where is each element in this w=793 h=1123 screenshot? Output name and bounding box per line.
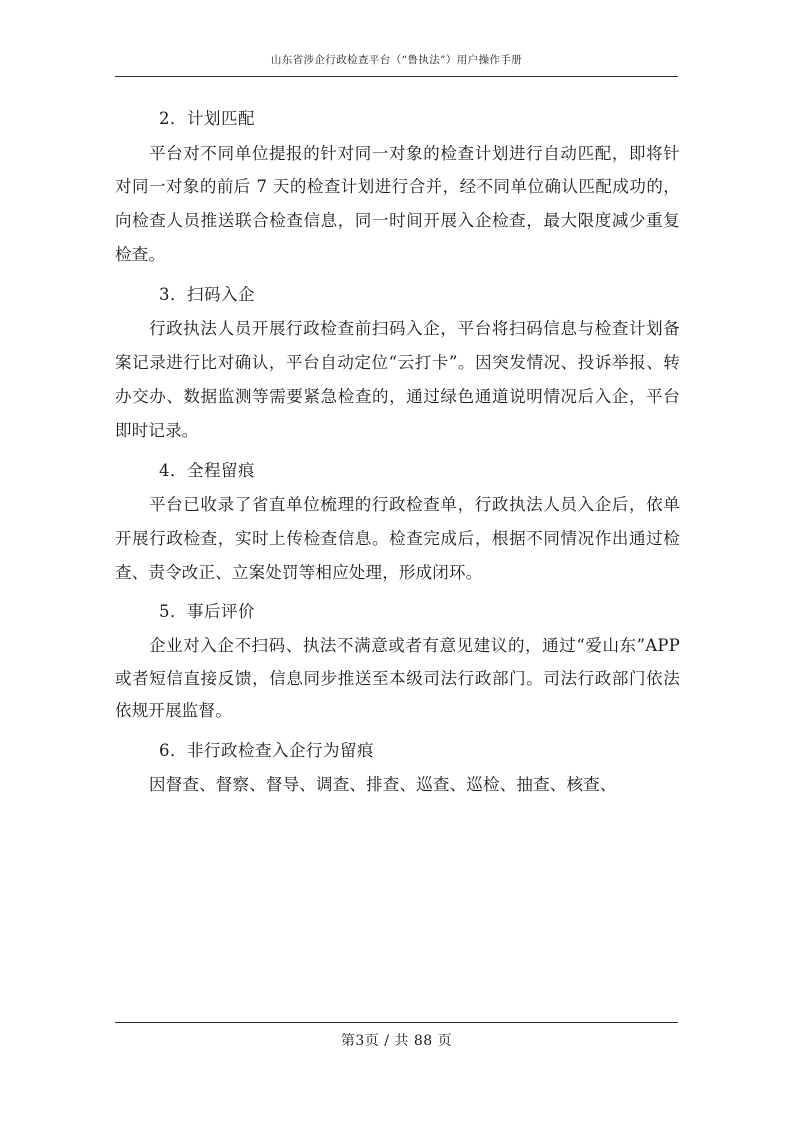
page-header <box>115 52 678 67</box>
running-title: 山东省涉企行政检查平台（“鲁执法”）用户操作手册 <box>270 54 523 66</box>
section-heading: 4．全程留痕 <box>159 460 255 480</box>
footer-divider <box>115 1022 678 1023</box>
header-divider <box>115 76 678 77</box>
body-paragraph: 企业对入企不扫码、执法不满意或者有意见建议的，通过“爱山东”APP 或者短信直接反馈，信息同步推送至本级司法行政部门。司法行政部门依法依规开展监督。 <box>115 636 680 720</box>
section-heading: 2．计划匹配 <box>159 109 255 128</box>
page-body <box>115 96 680 804</box>
page-footer <box>0 1030 793 1050</box>
body-paragraph: 平台已收录了省直单位梳理的行政检查单，行政执法人员入企后，依单开展行政检查，实时上传检查信息。检查完成后，根据不同情况作出通过检查、责令改正、立案处罚等相应处理，形成闭环。 <box>115 495 680 582</box>
page-number: 第3页 / 共 88 页 <box>340 1033 453 1049</box>
section-heading: 5．事后评价 <box>159 602 255 622</box>
body-paragraph: 平台对不同单位提报的针对同一对象的检查计划进行自动匹配，即将针对同一对象的前后 7 天的检查计划进行合并，经不同单位确认匹配成功的，向检查人员推送联合检查信息，同一时间开展入企检查，最大限度减少重复检查。 <box>115 143 680 264</box>
section-heading: 6．非行政检查入企行为留痕 <box>159 740 374 760</box>
body-paragraph: 因督查、督察、督导、调查、排查、巡查、巡检、抽查、核查、 <box>149 775 617 795</box>
body-paragraph: 行政执法人员开展行政检查前扫码入企，平台将扫码信息与检查计划备案记录进行比对确认，平台自动定位“云打卡”。因突发情况、投诉举报、转办交办、数据监测等需要紧急检查的，通过绿色通道说明情况后入企，平台即时记录。 <box>115 319 680 440</box>
section-heading: 3．扫码入企 <box>159 284 255 304</box>
